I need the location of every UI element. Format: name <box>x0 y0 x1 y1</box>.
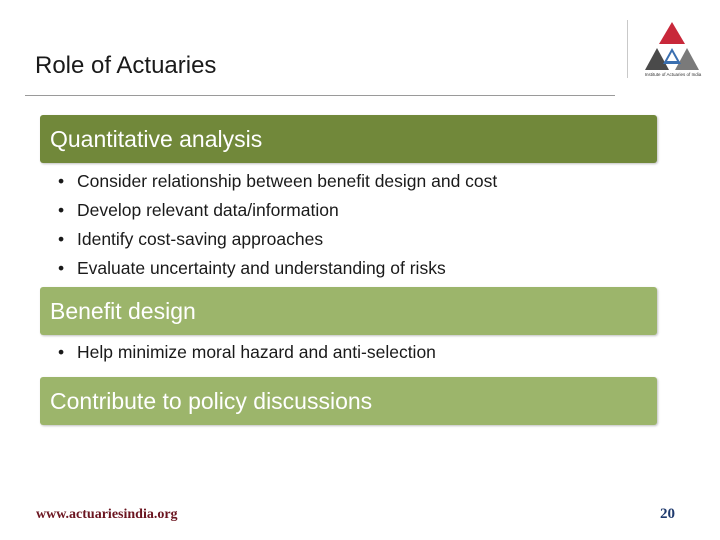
list-item <box>58 167 497 196</box>
bullet-dot: • <box>58 342 65 362</box>
logo-left-triangle <box>645 48 669 70</box>
list-item <box>58 196 497 225</box>
bullet-dot: • <box>58 258 65 278</box>
logo-caption: Institute of Actuaries of India <box>644 72 702 77</box>
list-item <box>58 254 497 283</box>
list-item <box>58 338 436 367</box>
benefit-design-bullet-list <box>58 338 436 367</box>
logo-separator <box>627 20 628 78</box>
section-heading-quantitative-analysis: Quantitative analysis <box>40 115 657 163</box>
bullet-text: Develop relevant data/information <box>77 200 339 220</box>
bullet-dot: • <box>58 229 65 249</box>
section-heading-policy-discussions: Contribute to policy discussions <box>40 377 657 425</box>
title-underline <box>25 95 615 96</box>
page-number: 20 <box>660 506 675 522</box>
slide-title: Role of Actuaries <box>35 52 217 79</box>
bullet-text: Consider relationship between benefit design and cost <box>77 171 498 191</box>
bullet-text: Evaluate uncertainty and understanding of risks <box>77 258 446 278</box>
bullet-dot: • <box>58 200 65 220</box>
footer-website-link[interactable]: www.actuariesindia.org <box>36 507 178 522</box>
bullet-text: Identify cost-saving approaches <box>77 229 324 249</box>
quantitative-analysis-bullet-list <box>58 167 497 283</box>
section-heading-benefit-design: Benefit design <box>40 287 657 335</box>
list-item <box>58 225 497 254</box>
logo-red-triangle <box>659 22 685 44</box>
logo-right-triangle <box>675 48 699 70</box>
bullet-text: Help minimize moral hazard and anti-selection <box>77 342 436 362</box>
bullet-dot: • <box>58 171 65 191</box>
